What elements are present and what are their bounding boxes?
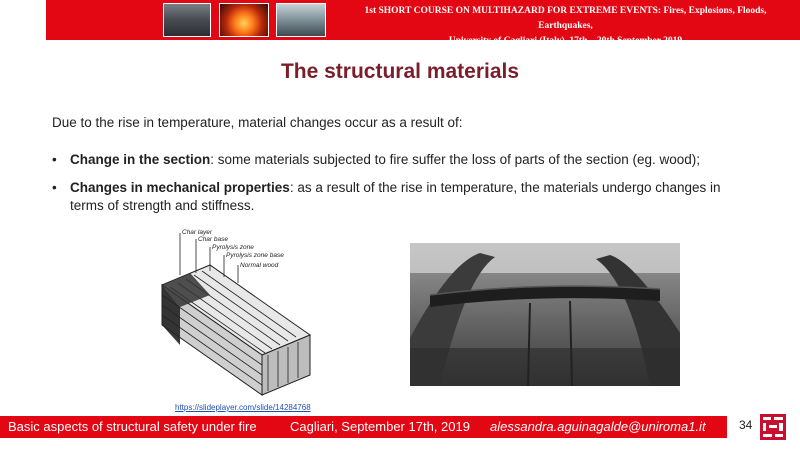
- label-normal-wood: Normal wood: [240, 262, 279, 269]
- footer-location-date: Cagliari, September 17th, 2019: [290, 419, 470, 434]
- wood-block-illustration: [162, 265, 310, 395]
- footer-banner: [0, 416, 727, 438]
- page-number: 34: [739, 418, 753, 432]
- header-line-1: 1st SHORT COURSE ON MULTIHAZARD FOR EXTREME EVENTS: Fires, Explosions, Floods, Earthquakes,: [364, 6, 767, 31]
- flood-photo: [276, 3, 326, 37]
- fire-photo: [219, 3, 269, 37]
- label-pyrolysis-zone-base: Pyrolysis zone base: [226, 252, 284, 259]
- bullet-item-section: [52, 151, 752, 169]
- bullet-icon: •: [52, 180, 57, 195]
- footer-topic: Basic aspects of structural safety under fire: [8, 419, 257, 434]
- burned-timber-photo: [410, 243, 680, 386]
- bullet-item-mechanical: [52, 179, 752, 215]
- bullet-heading: Changes in mechanical properties: [70, 180, 290, 195]
- bullet-list: [52, 151, 752, 225]
- intro-text: Due to the rise in temperature, material changes occur as a result of:: [52, 115, 463, 130]
- footer-email[interactable]: alessandra.aguinagalde@uniroma1.it: [490, 419, 706, 434]
- bullet-text: : some materials subjected to fire suffer the loss of parts of the section (eg. wood);: [210, 152, 701, 167]
- header-course-title: [338, 4, 793, 49]
- slide-title: The structural materials: [280, 60, 520, 83]
- bullet-heading: Change in the section: [70, 152, 211, 167]
- wood-char-diagram: [150, 225, 340, 400]
- bullet-icon: •: [52, 152, 57, 167]
- bullet-text: : as a result of the rise in temperature, the materials undergo changes in terms of strength and stiffness.: [70, 180, 721, 213]
- university-logo-icon: [760, 414, 786, 440]
- label-pyrolysis-zone: Pyrolysis zone: [212, 244, 254, 251]
- label-char-layer: Char layer: [182, 229, 212, 236]
- volcano-photo: [163, 3, 211, 37]
- source-link[interactable]: https://slideplayer.com/slide/14284768: [175, 403, 311, 412]
- header-line-2: University of Cagliari (Italy), 17th – 20th September 2019: [448, 36, 683, 46]
- label-char-base: Char base: [198, 236, 228, 243]
